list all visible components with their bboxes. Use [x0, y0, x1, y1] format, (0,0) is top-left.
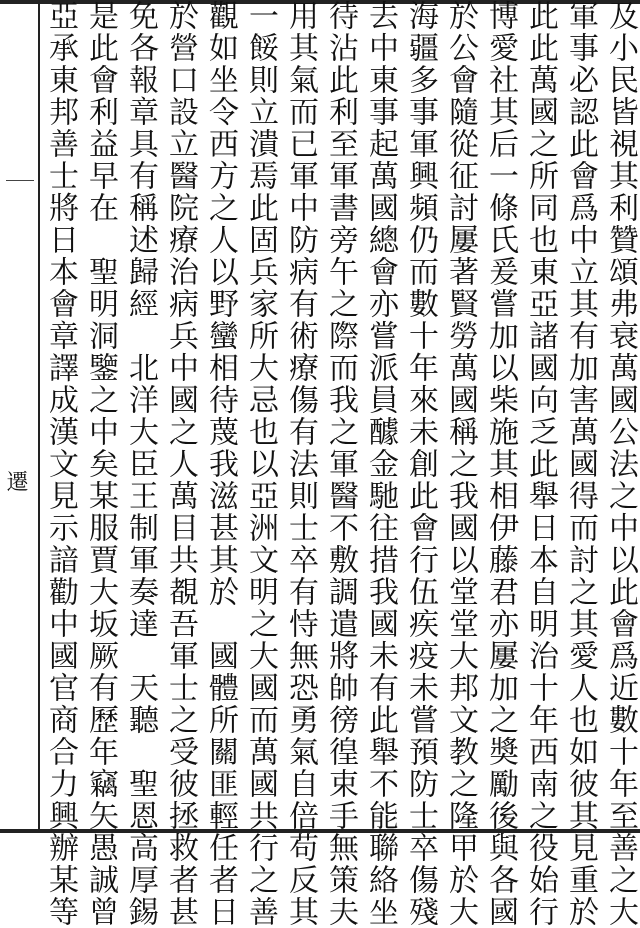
- text-column-7: [360, 0, 400, 928]
- column-text: 海疆多事軍興頻仍而數十年來未創此會行伍疾疫未嘗預防士卒傷殘: [403, 0, 438, 928]
- column-text: 免各報章具有稱述歸經 北洋大臣王制軍奏達 天聽 聖恩高厚錫: [123, 0, 158, 928]
- column-text: 於營口設立醫院療治病兵中國之人萬目共覩吾軍士之受彼拯救者甚: [163, 0, 198, 928]
- edge-text-fragment: [0, 470, 28, 530]
- text-column-8: [320, 0, 360, 928]
- column-text: 於公會隨從征討屢著賢勞萬國稱之我國以堂堂大邦文教之隆甲於大: [443, 0, 478, 928]
- edge-fragment-text: 遷: [3, 470, 28, 492]
- column-text: 軍事必認此會爲中立其有加害萬國得而討之其愛人也如彼其見重於: [563, 0, 598, 928]
- text-column-5: [440, 0, 480, 928]
- column-text: 是此會利益早在 聖明洞鑒之中矣某服賈大坂厥有歷年竊矢愚誠曾: [83, 0, 118, 928]
- text-column-13: [120, 0, 160, 928]
- column-text: 用其氣而已軍中防病有術療傷有法則士卒有恃無恐勇氣自倍苟反其: [283, 0, 318, 928]
- text-column-15: [40, 0, 80, 928]
- column-text: 及小民皆視其利贊頌弗衰萬國公法之中以此會爲近數十年至善之大: [603, 0, 638, 928]
- column-text: 此此萬國之所同也東亞諸國向乏此舉日本自明治十年西南之役始行: [523, 0, 558, 928]
- text-column-2: [560, 0, 600, 928]
- column-text: 觀如坐令西方之人以野蠻相待蔑我滋甚其於 國體所關匪輕任者日: [203, 0, 238, 928]
- text-column-10: [240, 0, 280, 928]
- column-text: 去中東事起萬國總會亦嘗派員醵金馳往措我國未有此舉不能聯絡坐: [363, 0, 398, 928]
- column-text: 待沾此利至軍書旁午之際而我之軍醫不敷調遣將帥徬徨束手無策夫: [323, 0, 358, 928]
- text-column-1: [600, 0, 640, 928]
- text-column-9: [280, 0, 320, 928]
- column-text: 博愛社其后一條氏爰嘗加以柴施其相伊藤君亦屢加之奬勵後與各國: [483, 0, 518, 928]
- column-text: 亞承東邦善士將日本會章譯成漢文見示諳勸中國官商合力興辦某等: [43, 0, 78, 928]
- text-column-14: [80, 0, 120, 928]
- text-column-12: [160, 0, 200, 928]
- margin-mark: [6, 180, 34, 181]
- column-text: 一餒則立潰焉此固兵家所大忌也以亞洲文明之大國而萬國共行之善: [243, 0, 278, 928]
- text-column-3: [520, 0, 560, 928]
- text-column-6: [400, 0, 440, 928]
- text-column-4: [480, 0, 520, 928]
- text-column-11: [200, 0, 240, 928]
